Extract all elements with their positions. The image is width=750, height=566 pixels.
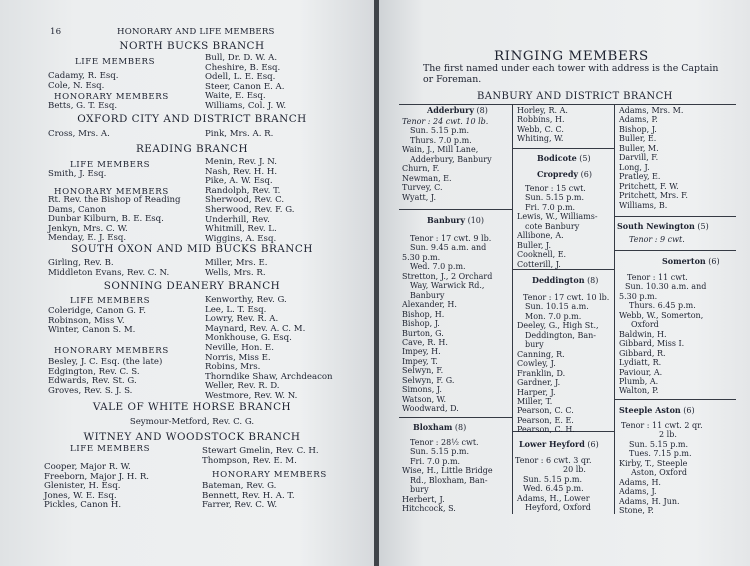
intro-text <box>423 63 718 85</box>
tower-heading-cropredy: Cropredy (6) <box>537 169 592 179</box>
tower-heading-deddington: Deddington (8) <box>532 275 599 285</box>
intro-line: or Foreman. <box>423 74 482 85</box>
tower-entry-deddington: Tenor : 17 cwt. 10 lb. Sun. 10.15 a.m. Mon. 7.0 p.m. Deeley, G., High St., Deddington, Ban- bury Canning, R. Cowley, J. Franklin, D. Gardner, J. Harper, J. Miller, T. Pearson, C. C. Pearson, E. E. Pearson, C. H. <box>517 293 610 435</box>
tower-entry-banbury: Tenor : 17 cwt. 9 lb. Sun. 9.45 a.m. and 5.30 p.m. Wed. 7.0 p.m. Stretton, J., 2 Orchard Way, Warwick Rd., Banbury Alexander, H. Bishop, H. Bishop, J. Burton, G. Cave, R. H. Impey, H. Impey, T. Selwyn, F. Selwyn, F. G. Simons, J. Watson, W. Woodward, D. <box>402 234 493 414</box>
member: Dams, Canon <box>48 204 106 215</box>
member: Dunbar Kilburn, B. E. Esq. <box>48 214 164 225</box>
member: Rt. Rev. the Bishop of Reading <box>48 195 181 205</box>
member: Cross, Mrs. A. <box>48 129 110 139</box>
member: Seymour-Metford, Rev. C. G. <box>129 417 255 427</box>
member: Whitmill, Rev. L. <box>205 224 277 235</box>
member: Williams, Col. J. W. <box>205 100 287 111</box>
member: Weller, Rev. R. D. <box>205 381 280 392</box>
member-list <box>44 463 149 511</box>
member-list <box>48 196 181 244</box>
member: Lee, L. T. Esq. <box>205 304 267 315</box>
section-label: HONORARY MEMBERS <box>54 92 169 102</box>
page-title: RINGING MEMBERS <box>494 49 649 64</box>
member: Monkhouse, G. Esq. <box>205 333 292 344</box>
member: Middleton Evans, Rev. C. N. <box>48 267 170 278</box>
branch-title: OXFORD CITY AND DISTRICT BRANCH <box>77 113 307 125</box>
tower-heading-bloxham: Bloxham (8) <box>413 422 467 432</box>
member: Glenister, H. Esq. <box>44 481 121 492</box>
member: Menday, E. J. Esq. <box>48 233 127 244</box>
tower-divider <box>614 216 736 217</box>
member-list <box>202 447 319 466</box>
member: Betts, G. T. Esq. <box>48 101 118 111</box>
tower-divider <box>399 417 512 418</box>
tower-entry-adderbury: Tenor : 24 cwt. 10 lb. Sun. 5.15 p.m. Thurs. 7.0 p.m. Wain, J., Mill Lane, Adderbury, Banbury Churn, F. Newman, E. Turvey, C. Wyatt, J. <box>402 117 492 202</box>
member-list <box>205 54 286 112</box>
member: Nash, Rev. H. H. <box>205 166 278 177</box>
tower-divider <box>399 209 512 210</box>
column-divider <box>512 104 513 514</box>
member: Girling, Rev. B. <box>48 258 114 268</box>
member: Thorndike Shaw, Archdeacon <box>205 371 333 382</box>
tower-heading-banbury: Banbury (10) <box>427 215 485 225</box>
member: Pink, Mrs. A. R. <box>205 129 274 139</box>
tower-entry-bloxham: Tenor : 28½ cwt. Sun. 5.15 p.m. Fri. 7.0 p.m. Wise, H., Little Bridge Rd., Bloxham, Ban- bury Herbert, J. Hitchcock, S. <box>402 438 493 514</box>
member: Wells, Mrs. R. <box>205 267 266 278</box>
section-label: LIFE MEMBERS <box>70 160 151 170</box>
left-page <box>0 0 374 566</box>
intro-line: The first named under each tower with address is the Captain <box>423 63 719 74</box>
member: Robins, Mrs. <box>205 362 261 373</box>
tower-entry-cropredy: Tenor : 15 cwt. Sun. 5.15 p.m. Fri. 7.0 p.m. Lewis, W., Williams- cote Banbury Allibone, A. Buller, J. Cooknell, E. Cotterill, J. <box>517 184 598 269</box>
branch-title: VALE OF WHITE HORSE BRANCH <box>92 401 292 413</box>
section-label: LIFE MEMBERS <box>70 296 151 306</box>
section-label: HONORARY MEMBERS <box>212 470 327 480</box>
member: Bennett, Rev. H. A. T. <box>202 490 295 501</box>
member: Bull, Dr. D. W. A. <box>205 53 278 63</box>
tower-entry-somerton: Tenor : 11 cwt. Sun. 10.30 a.m. and 5.30 p.m. Thurs. 6.45 p.m. Webb, W., Somerton, Oxford Baldwin, H. Gibbard, Miss I. Gibbard, R. Lydiatt, R. Paviour, A. Plumb, A. Walton, P. <box>619 273 707 396</box>
member: Wiggins, A. Esq. <box>205 233 277 244</box>
branch-title: NORTH BUCKS BRANCH <box>119 40 265 52</box>
tower-heading-bodicote: Bodicote (5) <box>537 153 591 163</box>
member: Steer, Canon E. A. <box>205 81 285 92</box>
column-divider <box>614 104 615 514</box>
member: Pike, A. W. Esq. <box>205 176 273 187</box>
member: Odell, L. E. Esq. <box>205 72 276 83</box>
member: Freeborn, Major J. H. R. <box>44 471 150 482</box>
tower-divider <box>512 269 614 270</box>
member: Robinson, Miss V. <box>48 315 125 326</box>
branch-title: WITNEY AND WOODSTOCK BRANCH <box>83 431 301 443</box>
member: Farrer, Rev. C. W. <box>202 500 278 511</box>
member: Westmore, Rev. W. N. <box>205 390 298 401</box>
member-list <box>202 482 295 511</box>
member-list: Horley, R. A. Robbins, H. Webb, C. C. Whiting, W. <box>517 106 568 144</box>
member-list <box>48 72 119 91</box>
tower-heading-steeple-aston: Steeple Aston (6) <box>619 405 695 415</box>
member-list: Adams, Mrs. M. Adams, P. Bishop, J. Buller, E. Buller, M. Darvill, F. Long, J. Pratley, E. Pritchett, F. W. Pritchett, Mrs. F. Williams, B. <box>619 106 688 210</box>
section-label: HONORARY MEMBERS <box>54 187 169 197</box>
member: Bateman, Rev. G. <box>202 481 277 491</box>
tower-divider <box>614 399 736 400</box>
member-list <box>48 358 162 396</box>
tower-entry-lower-heyford: Tenor : 6 cwt. 3 qr. 20 lb. Sun. 5.15 p.m. Wed. 6.45 p.m. Adams, H., Lower Heyford, Oxford <box>515 456 592 513</box>
member: Maynard, Rev. A. C. M. <box>205 323 306 334</box>
tower-heading-south-newington: South Newington (5) <box>617 221 709 231</box>
member: Edgington, Rev. C. S. <box>48 366 140 377</box>
tower-heading-adderbury: Adderbury (8) <box>427 105 488 115</box>
member: Jenkyn, Mrs. C. W. <box>48 223 128 234</box>
member: Cooper, Major R. W. <box>44 462 131 472</box>
member: Menin, Rev. J. N. <box>205 157 277 167</box>
member: Sherwood, Rev. F. G. <box>205 204 295 215</box>
member: Jones, W. E. Esq. <box>44 490 117 501</box>
member-list <box>205 158 295 244</box>
tower-divider <box>614 250 736 251</box>
member-list <box>48 259 169 278</box>
member: Waite, E. Esq. <box>205 91 266 102</box>
member-list <box>205 259 268 278</box>
branch-title: SOUTH OXON AND MID BUCKS BRANCH <box>71 243 313 255</box>
member: Coleridge, Canon G. F. <box>48 306 147 316</box>
member: Underhill, Rev. <box>205 214 270 225</box>
right-page <box>379 0 750 566</box>
section-label: LIFE MEMBERS <box>70 444 151 454</box>
member: Thompson, Rev. E. M. <box>202 455 297 466</box>
member: Groves, Rev. S. J. S. <box>48 385 133 396</box>
member: Lowry, Rev. R. A. <box>205 314 279 325</box>
member-list <box>48 102 117 112</box>
member-list <box>205 296 333 402</box>
member: Miller, Mrs. E. <box>205 258 268 268</box>
branch-title: READING BRANCH <box>135 143 249 155</box>
tower-divider <box>512 148 614 149</box>
member: Smith, J. Esq. <box>48 169 107 179</box>
member: Neville, Hon. E. <box>205 342 274 353</box>
tower-heading-lower-heyford: Lower Heyford (6) <box>519 439 599 449</box>
branch-title: SONNING DEANERY BRANCH <box>103 280 281 292</box>
member: Besley, J. C. Esq. (the late) <box>48 357 163 367</box>
tower-heading-somerton: Somerton (6) <box>662 256 720 266</box>
member: Sherwood, Rev. C. <box>205 195 285 206</box>
member: Pickles, Canon H. <box>44 500 122 511</box>
member: Norris, Miss E. <box>205 352 271 363</box>
tower-entry-steeple-aston: Tenor : 11 cwt. 2 qr. 2 lb. Sun. 5.15 p.m. Tues. 7.15 p.m. Kirby, T., Steeple Aston, Oxford Adams, H. Adams, J. Adams, H. Jun. Stone, P. <box>619 421 703 516</box>
tower-entry-south-newington: Tenor : 9 cwt. <box>629 235 685 244</box>
member: Winter, Canon S. M. <box>48 325 136 336</box>
member: Edwards, Rev. St. G. <box>48 376 137 387</box>
branch-title: BANBURY AND DISTRICT BRANCH <box>477 91 673 102</box>
page-number: 16 <box>50 27 62 37</box>
section-label: HONORARY MEMBERS <box>54 346 169 356</box>
member: Cheshire, B. Esq. <box>205 62 281 73</box>
member: Kenworthy, Rev. G. <box>205 295 287 305</box>
member: Cadamy, R. Esq. <box>48 71 119 81</box>
member: Randolph, Rev. T. <box>205 185 281 196</box>
running-head: HONORARY AND LIFE MEMBERS <box>117 27 275 37</box>
section-label: LIFE MEMBERS <box>75 57 156 67</box>
member: Cole, N. Esq. <box>48 80 105 91</box>
member: Stewart Gmelin, Rev. C. H. <box>202 446 319 456</box>
member-list <box>48 307 146 336</box>
